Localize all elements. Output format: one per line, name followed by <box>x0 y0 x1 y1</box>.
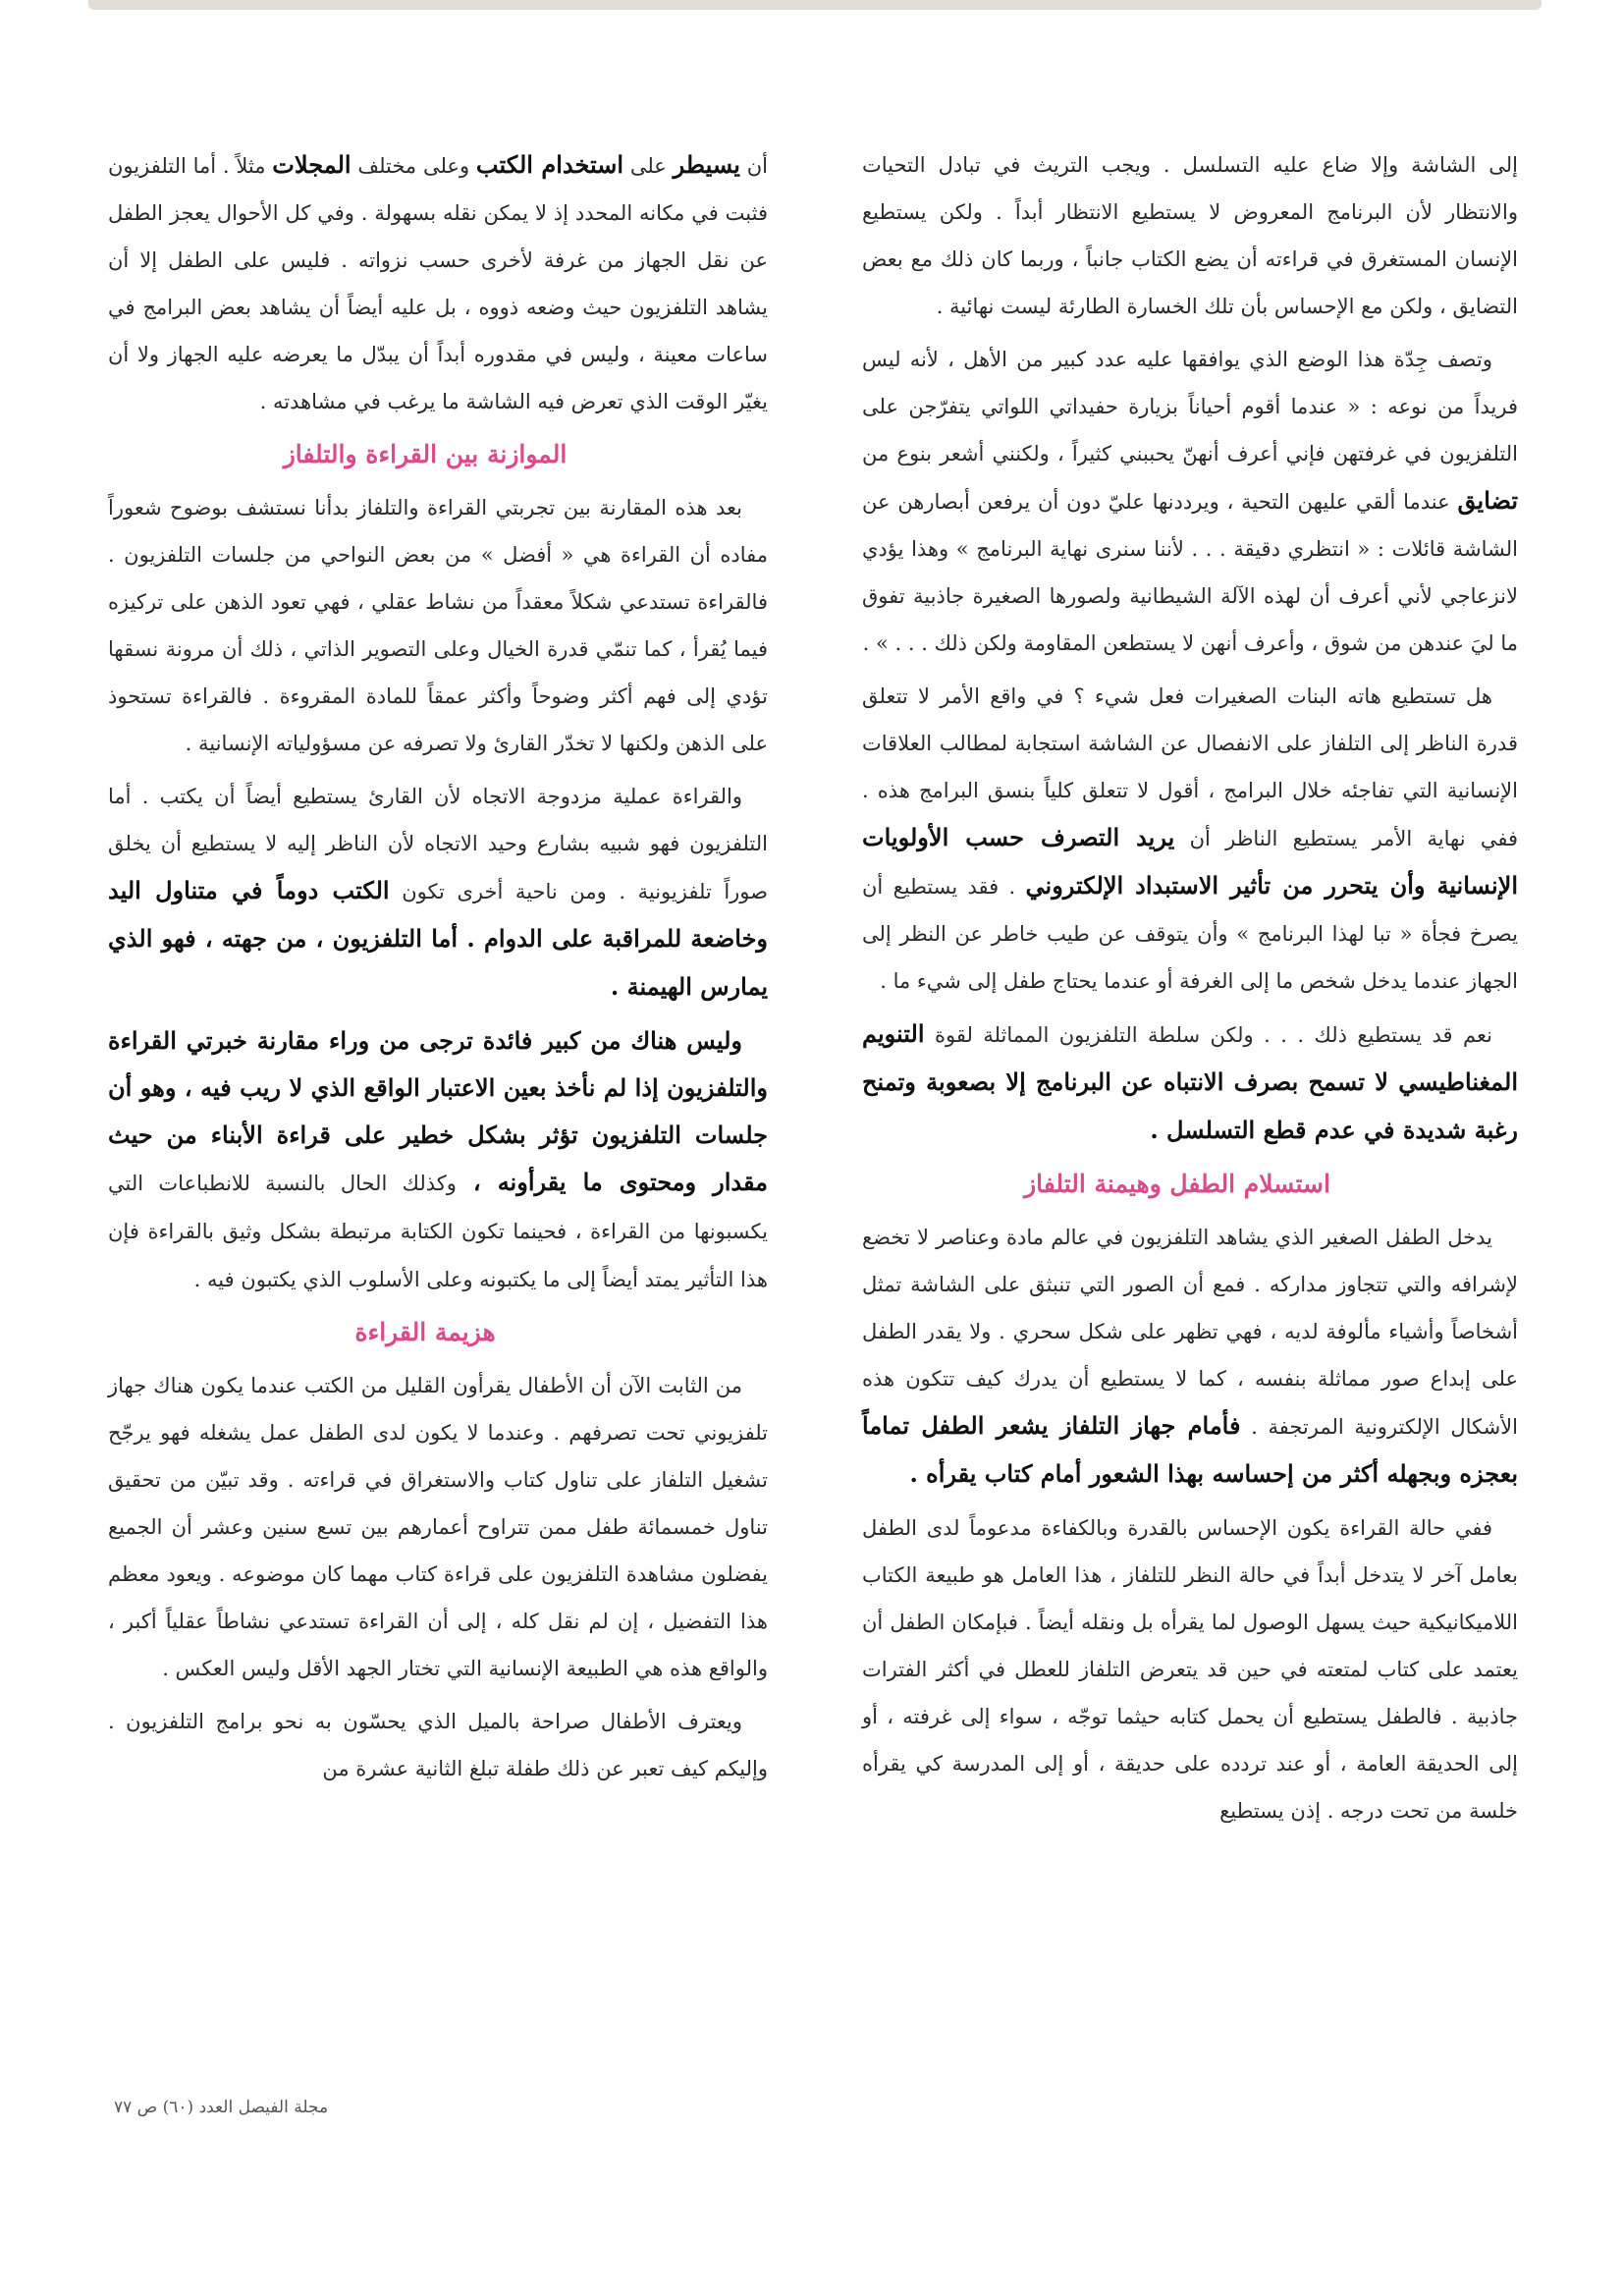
right-column <box>862 141 1518 1840</box>
right-paragraph-2: وتصف جِدّة هذا الوضع الذي يوافقها عليه عدد كبير من الأهل ، لأنه ليس فريداً من نوعه : « عندما أقوم أحياناً بزيارة حفيداتي اللواتي يتفرّجن على التلفزيون في غرفتهن فإني أعرف أنهنّ يحببني كثيراً ، ولكنني أشعر بنوع من تضايق عندما ألقي عليهن التحية ، ويرددنها عليّ دون أن يرفعن أبصارهن عن الشاشة قائلات : « انتظري دقيقة . . . لأننا سنرى نهاية البرنامج » وهذا يؤدي لانزعاجي لأني أعرف أن لهذه الآلة الشيطانية ولصورها الصغيرة جاذبية تفوق ما ليَ عندهن من شوق ، وأعرف أنهن لا يستطعن المقاومة ولكن ذلك . . . » . <box>862 348 1518 655</box>
section-heading-child-surrender: استسلام الطفل وهيمنة التلفاز <box>1024 1170 1330 1198</box>
left-paragraph-4: وليس هناك من كبير فائدة ترجى من وراء مقارنة خبرتي القراءة والتلفزيون إذا لم نأخذ بعين الاعتبار الواقع الذي لا ريب فيه ، وهو أن جلسات التلفزيون تؤثر بشكل خطير على قراءة الأبناء من حيث مقدار ومحتوى ما يقرأونه ، وكذلك الحال بالنسبة للانطباعات التي يكسبونها من القراءة ، فحينما تكون الكتابة مرتبطة بشكل وثيق بالقراءة فإن هذا التأثير يمتد أيضاً إلى ما يكتبونه وعلى الأسلوب الذي يكتبون فيه . <box>108 1026 768 1291</box>
left-paragraph-6: ويعترف الأطفال صراحة بالميل الذي يحسّون به نحو برامج التلفزيون . وإليكم كيف تعبر عن ذلك طفلة تبلغ الثانية عشرة من <box>108 1710 768 1780</box>
right-paragraph-4: نعم قد يستطيع ذلك . . . ولكن سلطة التلفزيون المماثلة لقوة التنويم المغناطيسي لا تسمح بصرف الانتباه عن البرنامج إلا بصعوبة وتمنح رغبة شديدة في عدم قطع التسلسل . <box>862 1019 1518 1144</box>
left-paragraph-2: بعد هذه المقارنة بين تجربتي القراءة والتلفاز بدأنا نستشف بوضوح شعوراً مفاده أن القراءة هي « أفضل » من بعض النواحي من جلسات التلفزيون . فالقراءة تستدعي شكلاً معقداً من نشاط عقلي ، فهي تعود الذهن على تركيزه فيما يُقرأ ، كما تنمّي قدرة الخيال وعلى التصوير الذاتي ، ذلك أن مرونة نسقها تؤدي إلى فهم أكثر وضوحاً وأكثر عمقاً للمادة المقروءة . فالقراءة تستحوذ على الذهن ولكنها لا تخدّر القارئ ولا تصرفه عن مسؤولياته الإنسانية . <box>108 496 768 755</box>
left-paragraph-3: والقراءة عملية مزدوجة الاتجاه لأن القارئ يستطيع أيضاً أن يكتب . أما التلفزيون فهو شبيه بشارع وحيد الاتجاه لأن الناظر إليه لا يستطيع أن يخلق صوراً تلفزيونية . ومن ناحية أخرى تكون الكتب دوماً في متناول اليد وخاضعة للمراقبة على الدوام . أما التلفزيون ، من جهته ، فهو الذي يمارس الهيمنة . <box>108 785 768 1001</box>
left-column <box>108 141 768 1798</box>
right-paragraph-6: ففي حالة القراءة يكون الإحساس بالقدرة وبالكفاءة مدعوماً لدى الطفل بعامل آخر لا يتدخل أبداً في حالة النظر للتلفاز ، هذا العامل هو طبيعة الكتاب اللاميكانيكية حيث يسهل الوصول لما يقرأه بل ونقله أيضاً . فبإمكان الطفل أن يعتمد على كتاب لمتعته في حين قد يتعرض التلفاز للعطل في أكثر الفترات جاذبية . فالطفل يستطيع أن يحمل كتابه حيثما توجّه ، سواء إلى غرفته ، أو إلى الحديقة العامة ، أو عند تردده على حديقة ، أو إلى المدرسة كي يقرأه خلسة من تحت درجه . إذن يستطيع <box>862 1516 1518 1823</box>
right-paragraph-3: هل تستطيع هاته البنات الصغيرات فعل شيء ؟ في واقع الأمر لا تتعلق قدرة الناظر إلى التلفاز على الانفصال عن الشاشة استجابة لمطالب العلاقات الإنسانية التي تفاجئه خلال البرامج ، أقول لا تتعلق كلياً بنسق البرامج هذه . ففي نهاية الأمر يستطيع الناظر أن يريد التصرف حسب الأولويات الإنسانية وأن يتحرر من تأثير الاستبداد الإلكتروني . فقد يستطيع أن يصرخ فجأة « تبا لهذا البرنامج » وأن يتوقف عن طيب خاطر عن النظر إلى الجهاز عندما يدخل شخص ما إلى الغرفة أو عندما يحتاج طفل إلى شيء ما . <box>862 684 1518 993</box>
section-heading-comparison: الموازنة بين القراءة والتلفاز <box>283 440 568 468</box>
top-edge-strip <box>88 0 1542 10</box>
left-paragraph-5: من الثابت الآن أن الأطفال يقرأون القليل من الكتب عندما يكون هناك جهاز تلفزيوني تحت تصرفهم . وعندما لا يكون لدى الطفل عمل يشغله فهو يرجّح تشغيل التلفاز على تناول كتاب والاستغراق في قراءته . وقد تبيّن من تحقيق تناول خمسمائة طفل ممن تتراوح أعمارهم بين تسع سنين وعشر أن الجميع يفضلون مشاهدة التلفزيون على قراءة كتاب مهما كان موضوعه . ويعود معظم هذا التفضيل ، إن لم نقل كله ، إلى أن القراءة تستدعي نشاطاً عقلياً أكبر ، والواقع هذه هي الطبيعة الإنسانية التي تختار الجهد الأقل وليس العكس . <box>108 1374 768 1680</box>
right-paragraph-5: يدخل الطفل الصغير الذي يشاهد التلفزيون في عالم مادة وعناصر لا تخضع لإشرافه والتي تتجاوز مداركه . فمع أن الصور التي تنبثق على الشاشة تمثل أشخاصاً وأشياء مألوفة لديه ، فهي تظهر على شكل سحري . ولا يقدر الطفل على إبداع صور مماثلة بنفسه ، كما لا يستطيع أن يدرك كيف تتكون هذه الأشكال الإلكترونية المرتجفة . فأمام جهاز التلفاز يشعر الطفل تماماً بعجزه وبجهله أكثر من إحساسه بهذا الشعور أمام كتاب يقرأه . <box>862 1226 1518 1488</box>
page-footer: مجلة الفيصل العدد (٦٠) ص ٧٧ <box>114 2098 329 2117</box>
left-paragraph-1: أن يسيطر على استخدام الكتب وعلى مختلف المجلات مثلاً . أما التلفزيون فثبت في مكانه المحدد إذ لا يمكن نقله بسهولة . وفي كل الأحوال يعجز الطفل عن نقل الجهاز من غرفة لأخرى حسب نزواته . فليس على الطفل إلا أن يشاهد التلفزيون حيث وضعه ذووه ، بل عليه أيضاً أن يشاهد بعض البرامج في ساعات معينة ، وليس في مقدوره أبداً أن يبدّل ما يعرضه عليه الجهاز ولا أن يغيّر الوقت الذي تعرض فيه الشاشة ما يرغب في مشاهدته . <box>108 150 768 413</box>
section-heading-reading-defeat: هزيمة القراءة <box>354 1318 496 1346</box>
right-paragraph-1: إلى الشاشة وإلا ضاع عليه التسلسل . ويجب التريث في تبادل التحيات والانتظار لأن البرنامج المعروض لا يستطيع الانتظار أبداً . ولكن يستطيع الإنسان المستغرق في قراءته أن يضع الكتاب جانباً ، وربما كان ذلك مع بعض التضايق ، ولكن مع الإحساس بأن تلك الخسارة الطارئة ليست نهائية . <box>862 153 1518 318</box>
